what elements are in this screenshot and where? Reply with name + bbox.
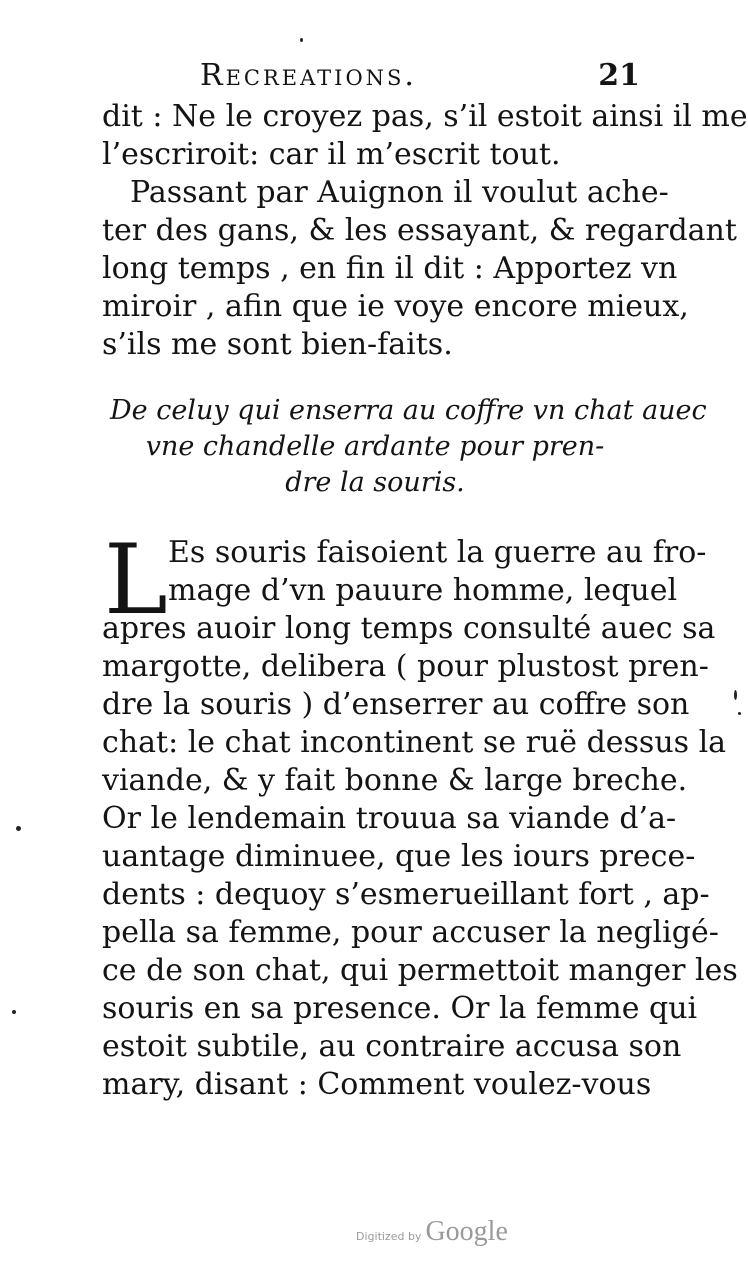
- watermark-small-text: Digitized by: [356, 1230, 422, 1243]
- text-line: Es souris faisoient la guerre au fro-: [168, 535, 707, 570]
- page-header: [200, 58, 640, 100]
- running-title: Recreations.: [200, 58, 417, 93]
- page-number: 21: [598, 58, 640, 93]
- text-line: ce de son chat, qui permettoit manger les: [102, 953, 738, 988]
- text-line: Passant par Auignon il voulut ache-: [130, 175, 669, 210]
- text-line: dents : dequoy s’esmerueillant fort , ap-: [102, 877, 710, 912]
- text-line: estoit subtile, au contraire accusa son: [102, 1029, 682, 1064]
- section-heading-line: vne chandelle ardante pour pren-: [145, 431, 605, 462]
- text-line: souris en sa presence. Or la femme qui: [102, 991, 698, 1026]
- text-line: chat: le chat incontinent se ruë dessus la: [102, 725, 727, 760]
- text-line: dit : Ne le croyez pas, s’il estoit ainsi il me: [102, 99, 748, 134]
- text-line: miroir , afin que ie voye encore mieux,: [102, 289, 689, 324]
- text-line: long temps , en fin il dit : Apportez vn: [102, 251, 678, 286]
- text-line: viande, & y fait bonne & large breche.: [102, 763, 688, 798]
- section-heading-line: dre la souris.: [285, 467, 465, 498]
- text-line: mage d’vn pauure homme, lequel: [168, 573, 678, 608]
- ink-speck: [300, 38, 303, 42]
- text-line: dre la souris ) d’enserrer au coffre son: [102, 687, 690, 722]
- text-line: Or le lendemain trouua sa viande d’a-: [102, 801, 677, 836]
- text-line: mary, disant : Comment voulez-vous: [102, 1067, 652, 1102]
- ink-speck: [734, 690, 737, 700]
- text-line: ter des gans, & les essayant, & regardant: [102, 213, 737, 248]
- text-line: uantage diminuee, que les iours prece-: [102, 839, 696, 874]
- text-line: l’escriroit: car il m’escrit tout.: [102, 137, 561, 172]
- section-heading-line: De celuy qui enserra au coffre vn chat auec: [110, 395, 707, 426]
- ink-speck: [16, 826, 21, 831]
- text-line: apres auoir long temps consulté auec sa: [102, 611, 716, 646]
- text-line: s’ils me sont bien-faits.: [102, 327, 453, 362]
- google-logo-text: Google: [425, 1216, 508, 1247]
- text-line: pella sa femme, pour accuser la negligé-: [102, 915, 719, 950]
- ink-speck: [738, 712, 741, 715]
- text-line: margotte, delibera ( pour plustost pren-: [102, 649, 709, 684]
- ink-speck: [12, 1010, 16, 1014]
- digitized-watermark: [356, 1216, 508, 1248]
- drop-cap: L: [104, 524, 168, 636]
